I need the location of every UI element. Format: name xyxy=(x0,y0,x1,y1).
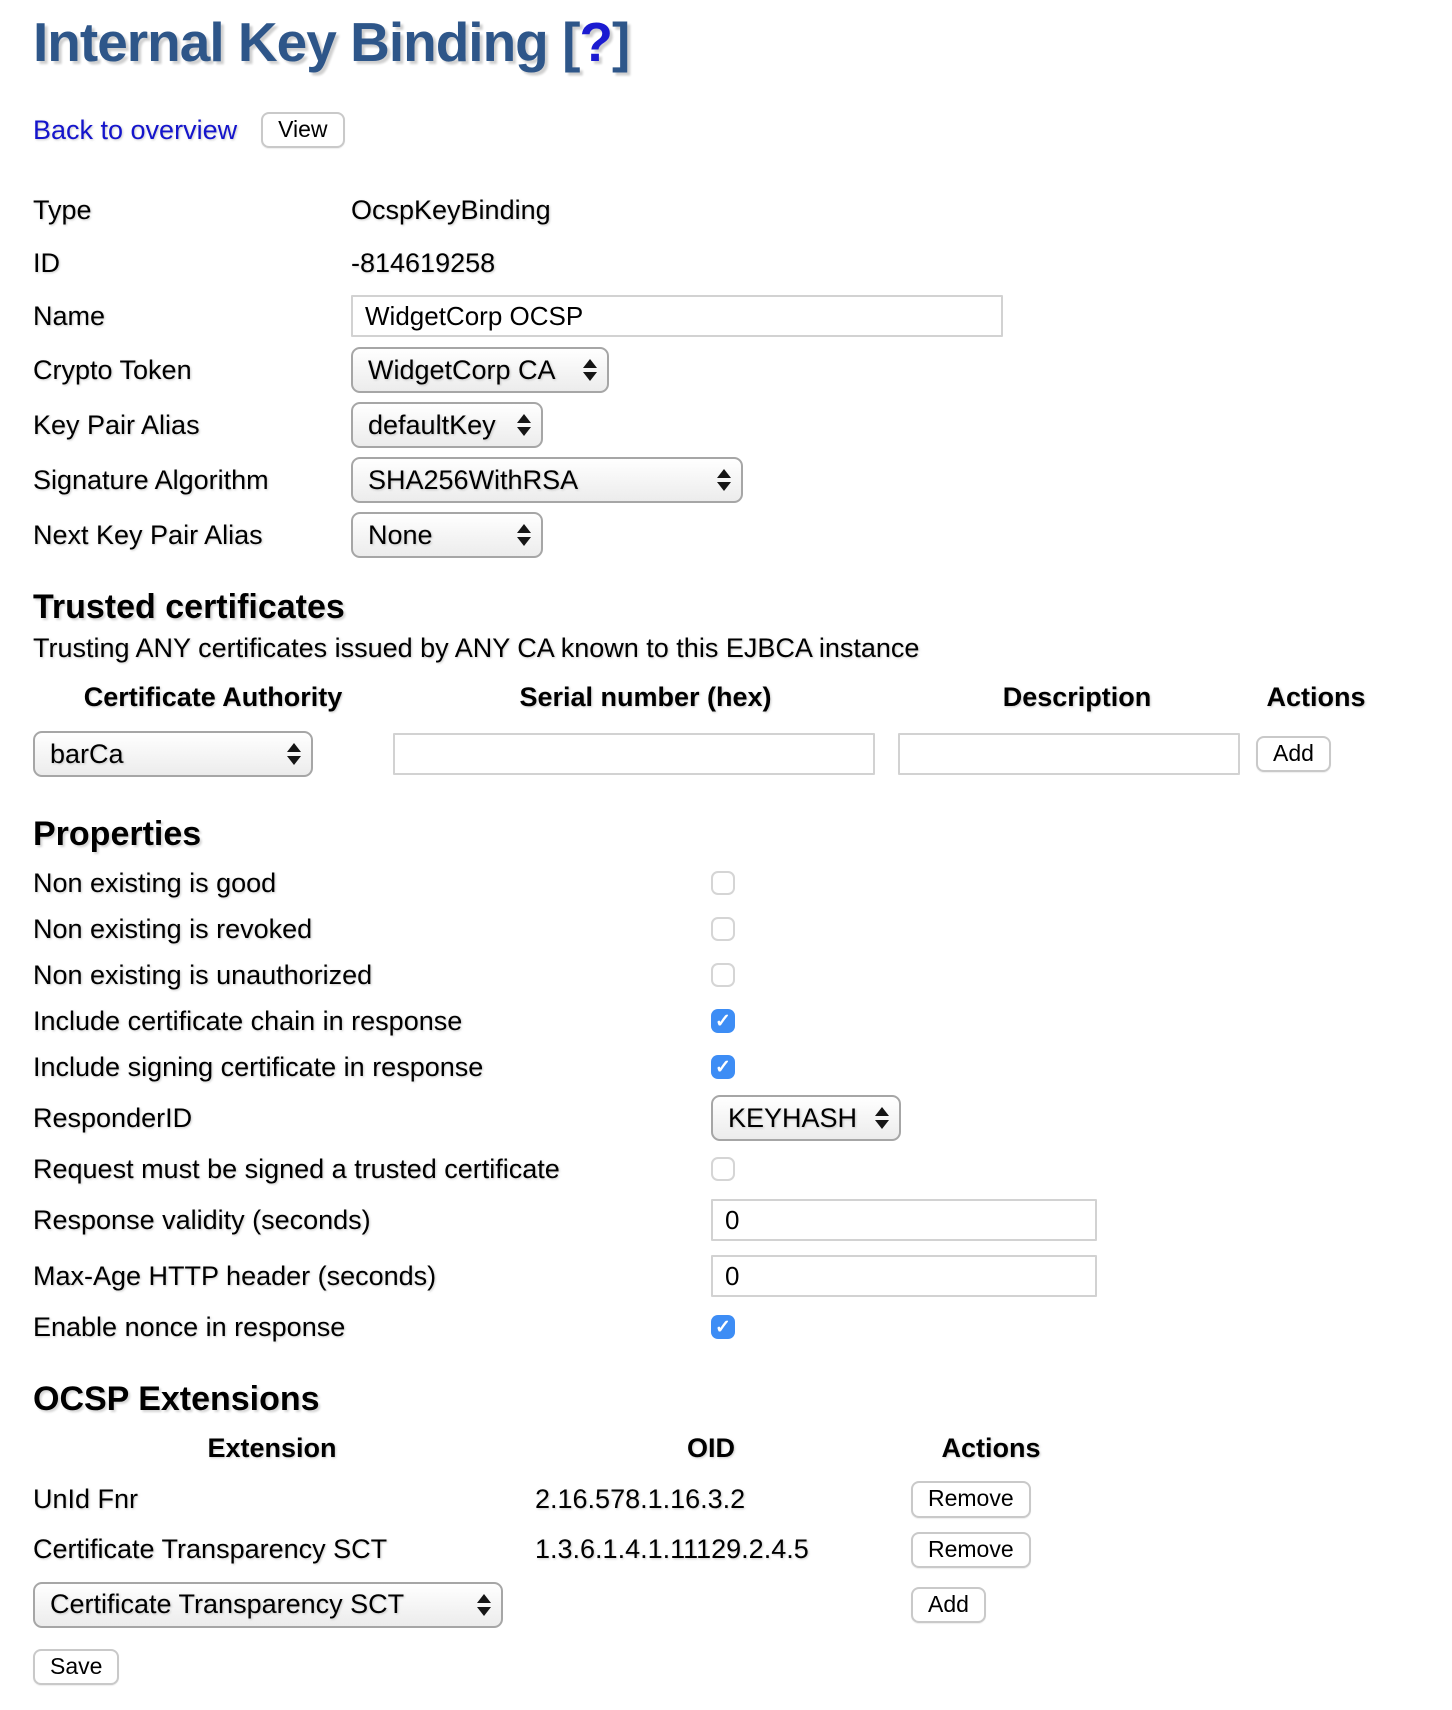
responder-id-select[interactable] xyxy=(711,1095,901,1141)
non-existing-good-checkbox[interactable] xyxy=(711,871,735,895)
field-row-type xyxy=(33,188,1452,232)
responder-id-label: ResponderID xyxy=(33,1102,193,1133)
signature-algorithm-select[interactable] xyxy=(351,457,743,503)
property-row xyxy=(33,860,1452,906)
property-row-responder-id xyxy=(33,1090,1452,1146)
property-row xyxy=(33,998,1452,1044)
properties-heading: Properties xyxy=(33,815,202,854)
extension-add-actions-cell xyxy=(911,1580,1071,1630)
max-age-label: Max-Age HTTP header (seconds) xyxy=(33,1260,437,1291)
tc-col-serial-number: Serial number (hex) xyxy=(519,682,772,713)
enable-nonce-label: Enable nonce in response xyxy=(33,1311,346,1342)
signature-algorithm-select-value: SHA256WithRSA xyxy=(368,464,579,495)
ocsp-extensions-heading: OCSP Extensions xyxy=(33,1380,320,1419)
save-row xyxy=(33,1649,1452,1685)
extension-oid: 1.3.6.1.4.1.11129.2.4.5 xyxy=(535,1534,809,1565)
serial-number-input[interactable] xyxy=(393,733,875,775)
max-age-input[interactable] xyxy=(711,1255,1097,1297)
include-signing-cert-label: Include signing certificate in response xyxy=(33,1051,484,1082)
help-bracket-open: [ xyxy=(562,11,580,73)
next-key-pair-alias-select[interactable] xyxy=(351,512,543,558)
non-existing-unauthorized-label: Non existing is unauthorized xyxy=(33,959,373,990)
field-row-name xyxy=(33,294,1452,338)
non-existing-revoked-label: Non existing is revoked xyxy=(33,913,313,944)
save-button[interactable]: Save xyxy=(33,1649,119,1685)
tc-actions-cell xyxy=(1256,728,1376,780)
select-spinner-icon xyxy=(463,1594,491,1616)
extension-actions-cell xyxy=(911,1474,1071,1524)
tc-col-actions: Actions xyxy=(1266,682,1366,713)
properties-section xyxy=(33,860,1452,1350)
property-row xyxy=(33,1044,1452,1090)
page-title xyxy=(33,10,1452,74)
back-row xyxy=(33,112,1452,148)
select-spinner-icon xyxy=(703,469,731,491)
crypto-token-select-value: WidgetCorp CA xyxy=(368,354,556,385)
tc-col-description: Description xyxy=(1002,682,1152,713)
responder-id-select-value: KEYHASH xyxy=(728,1102,858,1133)
ocsp-extensions-table xyxy=(33,1425,1452,1635)
select-spinner-icon xyxy=(273,743,301,765)
signature-algorithm-label: Signature Algorithm xyxy=(33,464,269,495)
extension-add-select-cell xyxy=(33,1575,511,1635)
property-row xyxy=(33,906,1452,952)
next-key-pair-alias-label: Next Key Pair Alias xyxy=(33,519,263,550)
property-row-response-validity xyxy=(33,1192,1452,1248)
description-input[interactable] xyxy=(898,733,1240,775)
key-pair-alias-label: Key Pair Alias xyxy=(33,409,200,440)
tc-description-cell xyxy=(898,725,1256,783)
page-title-text: Internal Key Binding xyxy=(33,11,548,73)
include-chain-label: Include certificate chain in response xyxy=(33,1005,463,1036)
field-row-next-key-pair-alias xyxy=(33,512,1452,558)
field-row-crypto-token xyxy=(33,347,1452,393)
field-row-signature-algorithm xyxy=(33,457,1452,503)
signed-request-checkbox[interactable] xyxy=(711,1157,735,1181)
extension-select-value: Certificate Transparency SCT xyxy=(50,1589,405,1620)
type-value: OcspKeyBinding xyxy=(351,194,551,225)
type-label: Type xyxy=(33,194,92,225)
select-spinner-icon xyxy=(861,1107,889,1129)
trusted-certificates-heading: Trusted certificates xyxy=(33,588,345,627)
tc-ca-cell xyxy=(33,723,393,785)
response-validity-input[interactable] xyxy=(711,1199,1097,1241)
select-spinner-icon xyxy=(503,524,531,546)
field-row-key-pair-alias xyxy=(33,402,1452,448)
add-extension-button[interactable]: Add xyxy=(911,1587,986,1623)
key-pair-alias-select[interactable] xyxy=(351,402,543,448)
trusted-certificates-note: Trusting ANY certificates issued by ANY CA known to this EJBCA instance xyxy=(33,633,920,664)
field-row-id xyxy=(33,241,1452,285)
general-section xyxy=(33,188,1452,558)
tc-col-certificate-authority: Certificate Authority xyxy=(83,682,343,713)
include-signing-cert-checkbox[interactable] xyxy=(711,1055,735,1079)
extension-add-oid-cell xyxy=(511,1598,911,1612)
extension-oid: 2.16.578.1.16.3.2 xyxy=(535,1483,746,1514)
ext-col-actions: Actions xyxy=(941,1433,1041,1464)
extension-select[interactable] xyxy=(33,1582,503,1628)
extension-name: UnId Fnr xyxy=(33,1483,139,1514)
non-existing-unauthorized-checkbox[interactable] xyxy=(711,963,735,987)
enable-nonce-checkbox[interactable] xyxy=(711,1315,735,1339)
extension-name: Certificate Transparency SCT xyxy=(33,1534,388,1565)
remove-extension-button[interactable]: Remove xyxy=(911,1481,1031,1517)
help-bracket-close: ] xyxy=(612,11,630,73)
id-value: -814619258 xyxy=(351,247,496,278)
select-spinner-icon xyxy=(503,414,531,436)
non-existing-revoked-checkbox[interactable] xyxy=(711,917,735,941)
name-label: Name xyxy=(33,300,106,331)
extension-actions-cell xyxy=(911,1525,1071,1575)
certificate-authority-select[interactable] xyxy=(33,731,313,777)
add-trusted-certificate-button[interactable]: Add xyxy=(1256,736,1331,772)
key-pair-alias-select-value: defaultKey xyxy=(368,409,496,440)
ext-col-extension: Extension xyxy=(207,1433,337,1464)
trusted-certificates-table xyxy=(33,674,1452,785)
view-button[interactable]: View xyxy=(261,112,344,148)
non-existing-good-label: Non existing is good xyxy=(33,867,277,898)
property-row-max-age xyxy=(33,1248,1452,1304)
remove-extension-button[interactable]: Remove xyxy=(911,1532,1031,1568)
help-link[interactable]: ? xyxy=(579,11,612,73)
property-row xyxy=(33,1304,1452,1350)
back-to-overview-link[interactable]: Back to overview xyxy=(33,114,238,145)
include-chain-checkbox[interactable] xyxy=(711,1009,735,1033)
property-row xyxy=(33,952,1452,998)
tc-serial-cell xyxy=(393,725,898,783)
certificate-authority-select-value: barCa xyxy=(50,738,124,769)
crypto-token-select[interactable] xyxy=(351,347,609,393)
response-validity-label: Response validity (seconds) xyxy=(33,1204,371,1235)
crypto-token-label: Crypto Token xyxy=(33,354,192,385)
id-label: ID xyxy=(33,247,60,278)
signed-request-label: Request must be signed a trusted certificate xyxy=(33,1153,560,1184)
name-input[interactable] xyxy=(351,295,1003,337)
select-spinner-icon xyxy=(569,359,597,381)
property-row xyxy=(33,1146,1452,1192)
next-key-pair-alias-select-value: None xyxy=(368,519,433,550)
ext-col-oid: OID xyxy=(686,1433,735,1464)
